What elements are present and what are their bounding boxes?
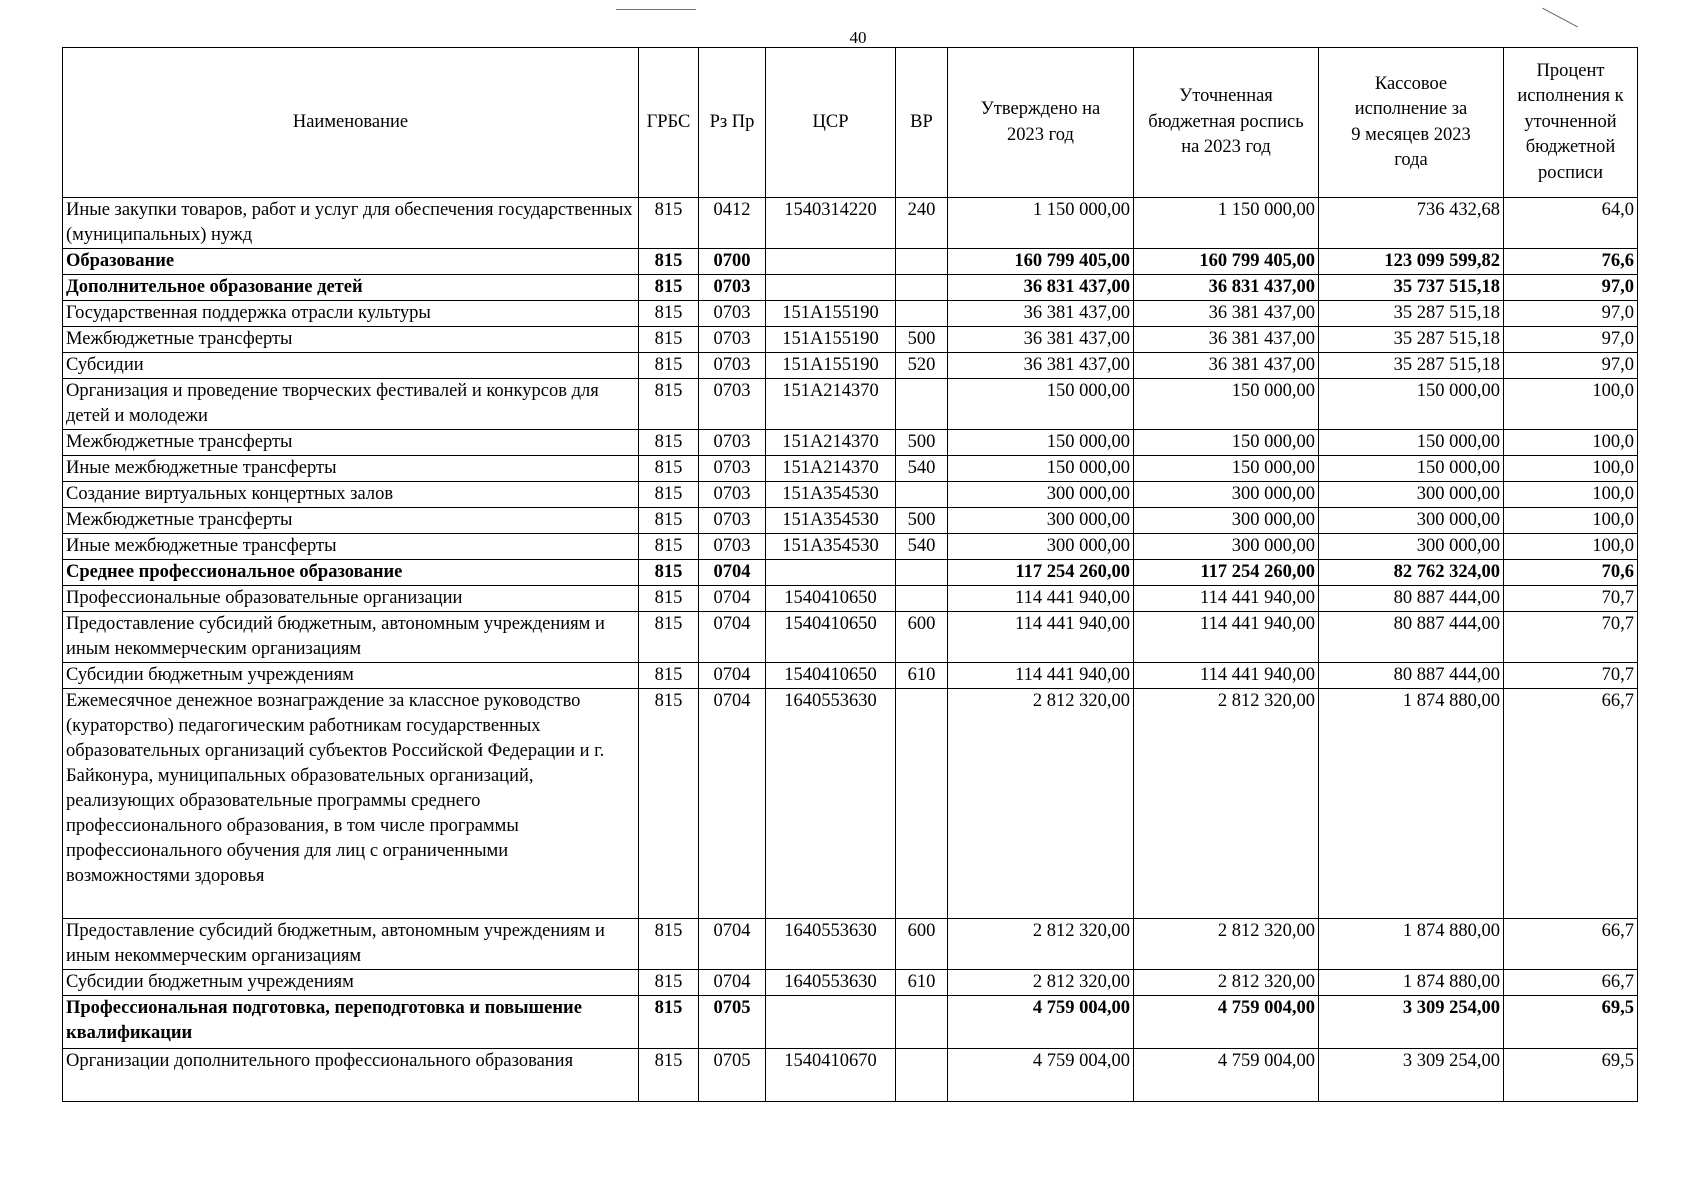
- cell-refined: 300 000,00: [1134, 482, 1319, 508]
- cell-rzpr: 0703: [699, 430, 766, 456]
- cell-cash: 150 000,00: [1319, 379, 1504, 430]
- cell-csr: [766, 249, 896, 275]
- cell-rzpr: 0703: [699, 508, 766, 534]
- cell-cash: 150 000,00: [1319, 430, 1504, 456]
- cell-name: Ежемесячное денежное вознаграждение за классное руководство (кураторство) педагогическим работникам государственных образовательных организаций субъектов Российской Федерации и г. Байконура, муниципальных образовательных организаций, реализующих образовательные программы среднего профессионального образования, в том числе программы профессионального обучения для лиц с ограниченными возможностями здоровья: [63, 689, 639, 919]
- table-row: [63, 198, 1638, 249]
- cell-name: Иные межбюджетные трансферты: [63, 534, 639, 560]
- cell-percent: 69,5: [1504, 996, 1638, 1049]
- cell-vr: 540: [896, 534, 948, 560]
- table-row: [63, 612, 1638, 663]
- cell-refined: 114 441 940,00: [1134, 586, 1319, 612]
- cell-approved: 300 000,00: [948, 534, 1134, 560]
- cell-refined: 1 150 000,00: [1134, 198, 1319, 249]
- cell-percent: 69,5: [1504, 1049, 1638, 1102]
- cell-csr: 151А214370: [766, 430, 896, 456]
- header-csr: ЦСР: [766, 48, 896, 198]
- cell-vr: [896, 249, 948, 275]
- table-row: [63, 996, 1638, 1049]
- scan-mark: [1542, 8, 1578, 28]
- cell-cash: 35 287 515,18: [1319, 301, 1504, 327]
- cell-percent: 100,0: [1504, 430, 1638, 456]
- cell-name: Межбюджетные трансферты: [63, 430, 639, 456]
- cell-rzpr: 0412: [699, 198, 766, 249]
- cell-approved: 114 441 940,00: [948, 586, 1134, 612]
- cell-approved: 4 759 004,00: [948, 996, 1134, 1049]
- cell-cash: 80 887 444,00: [1319, 663, 1504, 689]
- cell-percent: 97,0: [1504, 275, 1638, 301]
- cell-rzpr: 0704: [699, 689, 766, 919]
- cell-refined: 4 759 004,00: [1134, 1049, 1319, 1102]
- cell-cash: 80 887 444,00: [1319, 586, 1504, 612]
- cell-percent: 100,0: [1504, 456, 1638, 482]
- cell-grbs: 815: [639, 534, 699, 560]
- cell-refined: 2 812 320,00: [1134, 970, 1319, 996]
- cell-approved: 114 441 940,00: [948, 663, 1134, 689]
- header-rzpr: Рз Пр: [699, 48, 766, 198]
- cell-percent: 100,0: [1504, 534, 1638, 560]
- cell-vr: [896, 482, 948, 508]
- cell-percent: 100,0: [1504, 482, 1638, 508]
- cell-csr: 151А155190: [766, 327, 896, 353]
- cell-rzpr: 0704: [699, 586, 766, 612]
- cell-name: Профессиональная подготовка, переподготовка и повышение квалификации: [63, 996, 639, 1049]
- cell-approved: 117 254 260,00: [948, 560, 1134, 586]
- cell-vr: [896, 689, 948, 919]
- cell-name: Государственная поддержка отрасли культуры: [63, 301, 639, 327]
- cell-percent: 100,0: [1504, 379, 1638, 430]
- cell-rzpr: 0703: [699, 534, 766, 560]
- cell-approved: 2 812 320,00: [948, 919, 1134, 970]
- cell-vr: 600: [896, 612, 948, 663]
- cell-csr: 1540410650: [766, 663, 896, 689]
- cell-refined: 36 381 437,00: [1134, 301, 1319, 327]
- table-row: [63, 482, 1638, 508]
- cell-cash: 736 432,68: [1319, 198, 1504, 249]
- table-row: [63, 1049, 1638, 1102]
- cell-vr: [896, 1049, 948, 1102]
- cell-name: Субсидии бюджетным учреждениям: [63, 663, 639, 689]
- cell-name: Субсидии: [63, 353, 639, 379]
- header-approved: Утверждено на 2023 год: [948, 48, 1134, 198]
- cell-percent: 97,0: [1504, 301, 1638, 327]
- cell-csr: 1540410650: [766, 612, 896, 663]
- cell-percent: 66,7: [1504, 919, 1638, 970]
- cell-approved: 150 000,00: [948, 379, 1134, 430]
- cell-vr: 610: [896, 970, 948, 996]
- cell-percent: 64,0: [1504, 198, 1638, 249]
- cell-cash: 300 000,00: [1319, 482, 1504, 508]
- cell-rzpr: 0704: [699, 663, 766, 689]
- cell-approved: 2 812 320,00: [948, 970, 1134, 996]
- cell-csr: 151А155190: [766, 353, 896, 379]
- cell-csr: 1640553630: [766, 919, 896, 970]
- cell-grbs: 815: [639, 327, 699, 353]
- cell-cash: 35 287 515,18: [1319, 327, 1504, 353]
- table-row: [63, 430, 1638, 456]
- cell-approved: 150 000,00: [948, 430, 1134, 456]
- cell-csr: [766, 560, 896, 586]
- cell-approved: 36 381 437,00: [948, 353, 1134, 379]
- cell-approved: 300 000,00: [948, 482, 1134, 508]
- cell-csr: [766, 275, 896, 301]
- cell-refined: 150 000,00: [1134, 379, 1319, 430]
- cell-rzpr: 0704: [699, 970, 766, 996]
- cell-vr: 500: [896, 327, 948, 353]
- cell-grbs: 815: [639, 456, 699, 482]
- cell-csr: 151А155190: [766, 301, 896, 327]
- cell-csr: 151А354530: [766, 482, 896, 508]
- table-row: [63, 353, 1638, 379]
- cell-vr: 500: [896, 430, 948, 456]
- cell-refined: 160 799 405,00: [1134, 249, 1319, 275]
- cell-percent: 70,6: [1504, 560, 1638, 586]
- header-cash: Кассовое исполнение за 9 месяцев 2023 года: [1319, 48, 1504, 198]
- cell-percent: 66,7: [1504, 970, 1638, 996]
- cell-grbs: 815: [639, 586, 699, 612]
- cell-name: Иные закупки товаров, работ и услуг для обеспечения государственных (муниципальных) нужд: [63, 198, 639, 249]
- cell-vr: [896, 275, 948, 301]
- cell-name: Субсидии бюджетным учреждениям: [63, 970, 639, 996]
- header-refined: Уточненная бюджетная роспись на 2023 год: [1134, 48, 1319, 198]
- cell-approved: 36 831 437,00: [948, 275, 1134, 301]
- cell-grbs: 815: [639, 275, 699, 301]
- table-row: [63, 456, 1638, 482]
- cell-grbs: 815: [639, 508, 699, 534]
- cell-name: Межбюджетные трансферты: [63, 508, 639, 534]
- cell-grbs: 815: [639, 249, 699, 275]
- cell-rzpr: 0704: [699, 919, 766, 970]
- cell-name: Межбюджетные трансферты: [63, 327, 639, 353]
- table-row: [63, 379, 1638, 430]
- cell-rzpr: 0704: [699, 612, 766, 663]
- cell-csr: 1540314220: [766, 198, 896, 249]
- table-row: [63, 919, 1638, 970]
- cell-grbs: 815: [639, 560, 699, 586]
- header-name: Наименование: [63, 48, 639, 198]
- cell-rzpr: 0703: [699, 379, 766, 430]
- header-percent: Процент исполнения к уточненной бюджетной росписи: [1504, 48, 1638, 198]
- cell-grbs: 815: [639, 353, 699, 379]
- table-row: [63, 301, 1638, 327]
- scan-mark: [616, 9, 696, 10]
- cell-vr: [896, 560, 948, 586]
- cell-grbs: 815: [639, 301, 699, 327]
- cell-refined: 114 441 940,00: [1134, 612, 1319, 663]
- cell-grbs: 815: [639, 970, 699, 996]
- cell-csr: 151А354530: [766, 508, 896, 534]
- cell-name: Образование: [63, 249, 639, 275]
- cell-rzpr: 0704: [699, 560, 766, 586]
- cell-vr: [896, 379, 948, 430]
- cell-approved: 160 799 405,00: [948, 249, 1134, 275]
- cell-approved: 150 000,00: [948, 456, 1134, 482]
- cell-cash: 300 000,00: [1319, 534, 1504, 560]
- cell-percent: 70,7: [1504, 612, 1638, 663]
- cell-approved: 36 381 437,00: [948, 301, 1134, 327]
- cell-vr: 540: [896, 456, 948, 482]
- cell-refined: 2 812 320,00: [1134, 689, 1319, 919]
- cell-csr: 1540410650: [766, 586, 896, 612]
- cell-cash: 82 762 324,00: [1319, 560, 1504, 586]
- cell-approved: 4 759 004,00: [948, 1049, 1134, 1102]
- cell-percent: 70,7: [1504, 663, 1638, 689]
- cell-csr: [766, 996, 896, 1049]
- cell-vr: 600: [896, 919, 948, 970]
- cell-cash: 1 874 880,00: [1319, 970, 1504, 996]
- cell-cash: 1 874 880,00: [1319, 919, 1504, 970]
- cell-vr: [896, 996, 948, 1049]
- table-row: [63, 560, 1638, 586]
- cell-rzpr: 0703: [699, 353, 766, 379]
- budget-table: [62, 47, 1638, 1102]
- cell-grbs: 815: [639, 996, 699, 1049]
- table-row: [63, 534, 1638, 560]
- cell-name: Организации дополнительного профессионального образования: [63, 1049, 639, 1102]
- cell-grbs: 815: [639, 689, 699, 919]
- cell-approved: 300 000,00: [948, 508, 1134, 534]
- cell-rzpr: 0703: [699, 456, 766, 482]
- cell-percent: 97,0: [1504, 353, 1638, 379]
- cell-csr: 1540410670: [766, 1049, 896, 1102]
- cell-vr: 240: [896, 198, 948, 249]
- cell-cash: 1 874 880,00: [1319, 689, 1504, 919]
- cell-grbs: 815: [639, 482, 699, 508]
- cell-cash: 150 000,00: [1319, 456, 1504, 482]
- cell-approved: 1 150 000,00: [948, 198, 1134, 249]
- cell-vr: 610: [896, 663, 948, 689]
- cell-grbs: 815: [639, 198, 699, 249]
- cell-rzpr: 0703: [699, 301, 766, 327]
- cell-csr: 151А214370: [766, 379, 896, 430]
- cell-cash: 123 099 599,82: [1319, 249, 1504, 275]
- cell-rzpr: 0705: [699, 996, 766, 1049]
- table-row: [63, 275, 1638, 301]
- cell-vr: 520: [896, 353, 948, 379]
- cell-percent: 97,0: [1504, 327, 1638, 353]
- cell-percent: 76,6: [1504, 249, 1638, 275]
- cell-refined: 36 831 437,00: [1134, 275, 1319, 301]
- table-row: [63, 249, 1638, 275]
- cell-cash: 35 737 515,18: [1319, 275, 1504, 301]
- cell-rzpr: 0703: [699, 327, 766, 353]
- cell-vr: 500: [896, 508, 948, 534]
- cell-rzpr: 0700: [699, 249, 766, 275]
- cell-refined: 114 441 940,00: [1134, 663, 1319, 689]
- cell-refined: 150 000,00: [1134, 456, 1319, 482]
- cell-name: Организация и проведение творческих фестивалей и конкурсов для детей и молодежи: [63, 379, 639, 430]
- cell-cash: 80 887 444,00: [1319, 612, 1504, 663]
- cell-grbs: 815: [639, 612, 699, 663]
- cell-name: Среднее профессиональное образование: [63, 560, 639, 586]
- cell-approved: 36 381 437,00: [948, 327, 1134, 353]
- cell-name: Предоставление субсидий бюджетным, автономным учреждениям и иным некоммерческим организациям: [63, 612, 639, 663]
- table-body: [63, 198, 1638, 1102]
- header-vr: ВР: [896, 48, 948, 198]
- cell-refined: 300 000,00: [1134, 534, 1319, 560]
- cell-refined: 117 254 260,00: [1134, 560, 1319, 586]
- cell-name: Предоставление субсидий бюджетным, автономным учреждениям и иным некоммерческим организациям: [63, 919, 639, 970]
- table-row: [63, 970, 1638, 996]
- table-row: [63, 508, 1638, 534]
- cell-name: Иные межбюджетные трансферты: [63, 456, 639, 482]
- cell-grbs: 815: [639, 663, 699, 689]
- cell-refined: 300 000,00: [1134, 508, 1319, 534]
- cell-approved: 2 812 320,00: [948, 689, 1134, 919]
- cell-csr: 1640553630: [766, 689, 896, 919]
- cell-grbs: 815: [639, 1049, 699, 1102]
- cell-cash: 35 287 515,18: [1319, 353, 1504, 379]
- header-grbs: ГРБС: [639, 48, 699, 198]
- table-row: [63, 689, 1638, 919]
- cell-name: Дополнительное образование детей: [63, 275, 639, 301]
- cell-grbs: 815: [639, 379, 699, 430]
- cell-csr: 1640553630: [766, 970, 896, 996]
- cell-refined: 36 381 437,00: [1134, 353, 1319, 379]
- cell-rzpr: 0705: [699, 1049, 766, 1102]
- cell-approved: 114 441 940,00: [948, 612, 1134, 663]
- table-header-row: [63, 48, 1638, 198]
- cell-refined: 4 759 004,00: [1134, 996, 1319, 1049]
- cell-rzpr: 0703: [699, 275, 766, 301]
- cell-percent: 66,7: [1504, 689, 1638, 919]
- cell-grbs: 815: [639, 430, 699, 456]
- cell-percent: 100,0: [1504, 508, 1638, 534]
- cell-rzpr: 0703: [699, 482, 766, 508]
- cell-refined: 36 381 437,00: [1134, 327, 1319, 353]
- cell-name: Профессиональные образовательные организации: [63, 586, 639, 612]
- cell-cash: 3 309 254,00: [1319, 1049, 1504, 1102]
- table-row: [63, 327, 1638, 353]
- cell-refined: 2 812 320,00: [1134, 919, 1319, 970]
- cell-csr: 151А214370: [766, 456, 896, 482]
- cell-vr: [896, 301, 948, 327]
- table-row: [63, 663, 1638, 689]
- cell-name: Создание виртуальных концертных залов: [63, 482, 639, 508]
- cell-grbs: 815: [639, 919, 699, 970]
- cell-cash: 3 309 254,00: [1319, 996, 1504, 1049]
- cell-vr: [896, 586, 948, 612]
- page-number: 40: [849, 28, 867, 47]
- table-row: [63, 586, 1638, 612]
- cell-refined: 150 000,00: [1134, 430, 1319, 456]
- cell-csr: 151А354530: [766, 534, 896, 560]
- cell-percent: 70,7: [1504, 586, 1638, 612]
- cell-cash: 300 000,00: [1319, 508, 1504, 534]
